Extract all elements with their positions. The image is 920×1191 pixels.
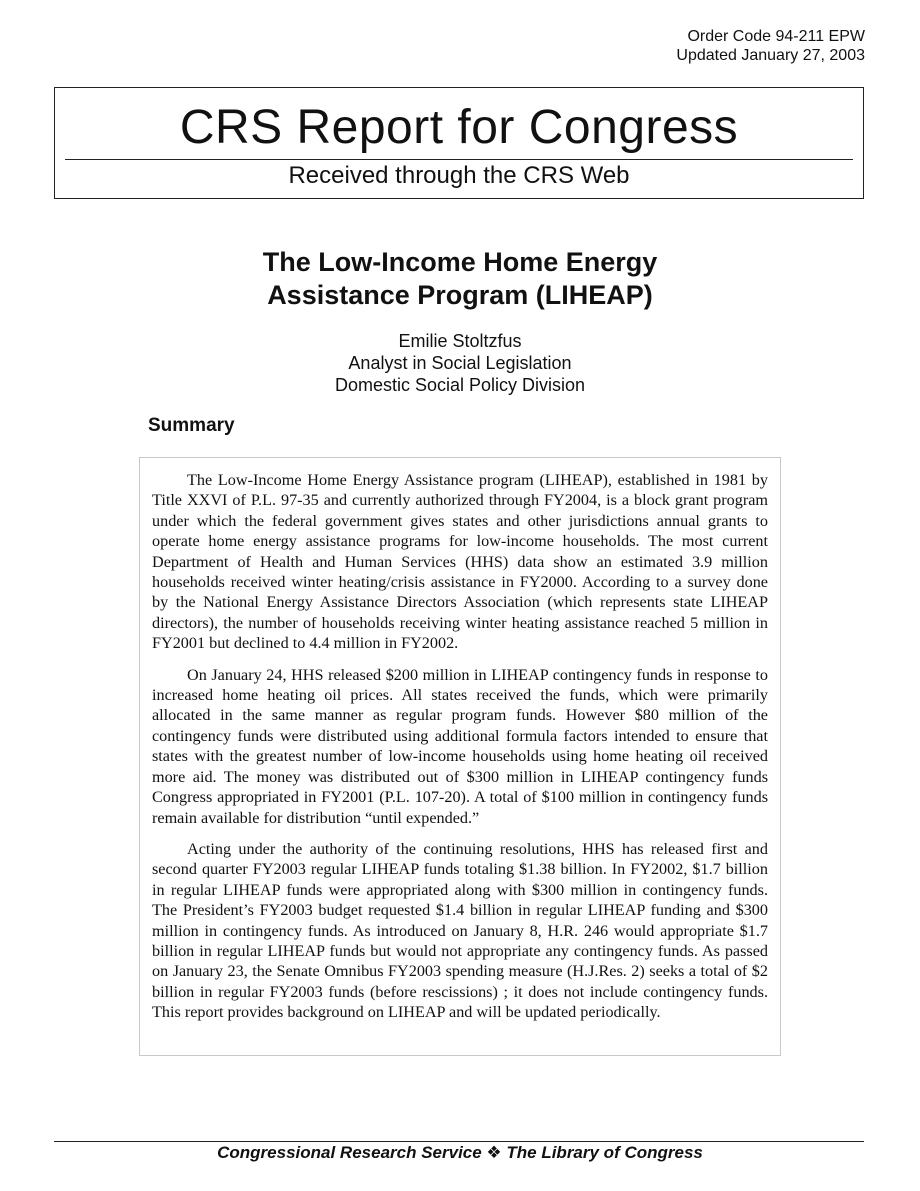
summary-paragraph-2: On January 24, HHS released $200 million in LIHEAP contingency funds in response to increased home heating oil prices. All states received the funds, which were primarily allocated in the same manner as regular program funds. However $80 million of the contingency funds were distributed using additional formula factors intended to ensure that states with the greatest number of low-income households using home heating oil received more aid. The money was distributed out of $300 million in LIHEAP contingency funds Congress appropriated in FY2001 (P.L. 107-20). A total of $100 million in contingency funds remain available for distribution “until expended.”	[152, 665, 768, 827]
author-name: Emilie Stoltzfus	[398, 331, 522, 351]
masthead-title: CRS Report for Congress	[179, 101, 739, 154]
order-code-block	[676, 27, 865, 65]
author-title: Analyst in Social Legislation	[348, 353, 572, 373]
summary-paragraph-3: Acting under the authority of the continuing resolutions, HHS has released first and second quarter FY2003 regular LIHEAP funds totaling $1.38 billion. In FY2002, $1.7 billion in regular LIHEAP funds were appropriated along with $300 million in contingency funds. The President’s FY2003 budget requested $1.4 billion in regular LIHEAP funding and $300 million in contingency funds. As introduced on January 8, H.R. 246 would appropriate $1.7 billion in regular LIHEAP funds but would not appropriate any contingency funds. As passed on January 23, the Senate Omnibus FY2003 spending measure (H.J.Res. 2) seeks a total of $2 billion in regular FY2003 funds (before rescissions) ; it does not include contingency funds. This report provides background on LIHEAP and will be updated periodically.	[152, 839, 768, 1022]
masthead-divider	[65, 159, 853, 160]
updated-date: Updated January 27, 2003	[676, 47, 865, 64]
summary-paragraph-1: The Low-Income Home Energy Assistance program (LIHEAP), established in 1981 by Title XXVI of P.L. 97-35 and currently authorized through FY2004, is a block grant program under which the federal government gives states and other jurisdictions annual grants to operate home energy assistance programs for low-income households. The most current Department of Health and Human Services (HHS) data show an estimated 3.9 million households received winter heating/crisis assistance in FY2000. According to a survey done by the National Energy Assistance Directors Association (which represents state LIHEAP directors), the number of households receiving winter heating assistance reached 5 million in FY2001 but declined to 4.4 million in FY2002.	[152, 471, 768, 653]
masthead-box	[54, 87, 864, 199]
report-title-line-1: The Low-Income Home Energy	[262, 247, 658, 277]
report-title-line-2: Assistance Program (LIHEAP)	[267, 280, 653, 310]
order-code: Order Code 94-211 EPW	[687, 28, 865, 45]
summary-box	[139, 457, 781, 1056]
masthead-subtitle: Received through the CRS Web	[288, 162, 630, 189]
footer-divider	[54, 1141, 864, 1142]
author-block	[0, 330, 920, 396]
footer-text: Congressional Research Service ❖ The Library of Congress	[217, 1143, 703, 1162]
summary-heading: Summary	[148, 415, 235, 436]
author-division: Domestic Social Policy Division	[334, 375, 586, 395]
report-title	[0, 246, 920, 312]
